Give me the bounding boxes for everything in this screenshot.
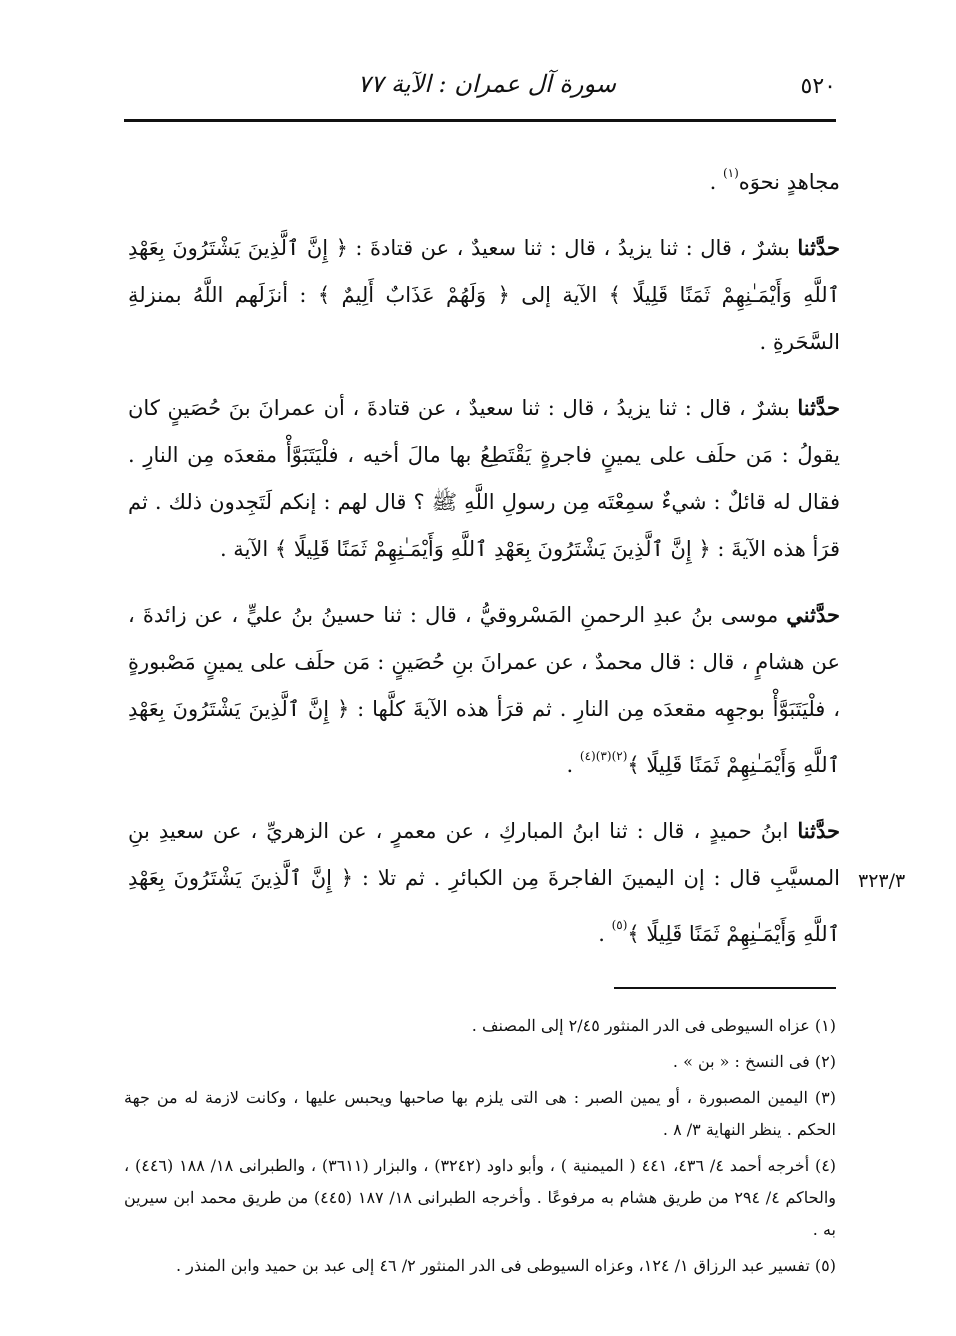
footnotes: [124, 1010, 836, 1286]
margin-volume-page-reference: ٣٢٣/٣: [858, 870, 906, 892]
footnote-marker-2: (٢): [611, 749, 628, 763]
paragraph-end: .: [709, 170, 723, 194]
footnote-marker-4: (٤): [579, 749, 596, 763]
paragraph-text: موسى بنُ عبدِ الرحمنِ المَسْروقيُّ ، قال : ثنا حسينُ بنُ عليٍّ ، عن زائدةَ ، عن هشامٍ ، قال : قال محمدٌ ، عن عمرانَ بنِ حُصَينٍ : مَن حلَف على يمينٍ مَصْبورةٍ ، فلْيَتَبَوَّأْ بوجهِه مقعدَه مِن النارِ . ثم قرَأ هذه الآيةَ كلَّها : ﴿ إِنَّ ٱلَّذِينَ يَشْتَرُونَ بِعَهْدِ ٱللَّهِ وَأَيْمَـٰنِهِمْ ثَمَنًا قَلِيلًا ﴾: [128, 603, 840, 777]
footnote-2: (٢) فى النسخ : « بن » .: [672, 1052, 836, 1071]
page-header: [124, 62, 836, 112]
footnote-5: (٥) تفسير عبد الرزاق ١/ ١٢٤، وعزاه السيوطى فى الدر المنثور ٢/ ٤٦ إلى عبد بن حميد وابن المنذر .: [175, 1256, 836, 1275]
paragraph-3: [128, 384, 840, 573]
hadith-lead-word: حدَّثني: [786, 602, 840, 627]
footnote-separator: [614, 987, 836, 989]
paragraph-2: [128, 224, 840, 366]
paragraph-5: [128, 807, 840, 958]
paragraph-text: مجاهدٍ نحوَه: [738, 170, 840, 194]
paragraph-text: ابنُ حميدٍ ، قال : ثنا ابنُ المباركِ ، عن معمرٍ ، عن الزهريِّ ، عن سعيدِ بنِ المسيَّبِ قال : إن اليمينَ الفاجرةَ مِن الكبائرِ . ثم تلا : ﴿ إِنَّ ٱلَّذِينَ يَشْتَرُونَ بِعَهْدِ ٱللَّهِ وَأَيْمَـٰنِهِمْ ثَمَنًا قَلِيلًا ﴾: [128, 819, 840, 946]
hadith-lead-word: حدَّثنا: [797, 818, 840, 843]
footnote-1: (١) عزاه السيوطى فى الدر المنثور ٢/٤٥ إلى المصنف .: [471, 1016, 836, 1035]
footnote-marker-1: (١): [722, 166, 739, 180]
main-text: [128, 150, 840, 958]
paragraph-4: [128, 591, 840, 789]
footnote-3: (٣) اليمين المصبورة ، أو يمين الصبر : هى التى يلزم بها صاحبها ويحبس عليها ، وكانت لازمة له من جهة الحكم . ينظر النهاية ٣/ ٨ .: [124, 1088, 836, 1139]
paragraph-text: بشرٌ ، قال : ثنا يزيدُ ، قال : ثنا سعيدٌ ، عن قتادةَ : ﴿ إِنَّ ٱلَّذِينَ يَشْتَرُونَ بِعَهْدِ ٱللَّهِ وَأَيْمَـٰنِهِمْ ثَمَنًا قَلِيلًا ﴾ الآية إلى ﴿ وَلَهُمْ عَذَابٌ أَلِيمٌ ﴾ : أنزَلَهم اللَّهُ بمنزلةِ السَّحَرةِ .: [128, 236, 840, 354]
header-rule: [124, 119, 836, 122]
paragraph-text: بشرٌ ، قال : ثنا يزيدُ ، قال : ثنا سعيدٌ ، عن قتادةَ ، أن عمرانَ بنَ حُصَينٍ كان يقولُ : مَن حلَف على يمينٍ فاجرةٍ يَقْتَطِعُ بها مالَ أخيه ، فلْيَتَبَوَّأْ مقعدَه مِن النارِ . فقال له قائلٌ : شيءٌ سمِعْتَه مِن رسولِ اللَّهِ ﷺ ؟ قال لهم : إنكم لَتَجِدون ذلك . ثم قرَأ هذه الآيةَ : ﴿ إِنَّ ٱلَّذِينَ يَشْتَرُونَ بِعَهْدِ ٱللَّهِ وَأَيْمَـٰنِهِمْ ثَمَنًا قَلِيلًا ﴾ الآية .: [128, 396, 840, 561]
paragraph-end: .: [566, 753, 580, 777]
footnote-marker-3: (٣): [595, 749, 612, 763]
paragraph-1: [128, 150, 840, 206]
hadith-lead-word: حدَّثنا: [797, 235, 840, 260]
page-number: ٥٢٠: [800, 74, 836, 99]
footnote-4: (٤) أخرجه أحمد ٤/ ٤٣٦، ٤٤١ ( الميمنية ) ، وأبو داود (٣٢٤٢) ، والبزار (٣٦١١) ، والطبرانى ١٨/ ١٨٨ (٤٤٦) ، والحاكم ٤/ ٢٩٤ من طريق هشام به مرفوعًا . وأخرجه الطبرانى ١٨/ ١٨٧ (٤٤٥) من طريق محمد ابن سيرين به .: [124, 1156, 837, 1239]
paragraph-end: .: [598, 922, 612, 946]
surah-title: سورة آل عمران : الآية ٧٧: [357, 70, 616, 98]
footnote-marker-5: (٥): [611, 918, 628, 932]
hadith-lead-word: حدَّثنا: [797, 395, 840, 420]
